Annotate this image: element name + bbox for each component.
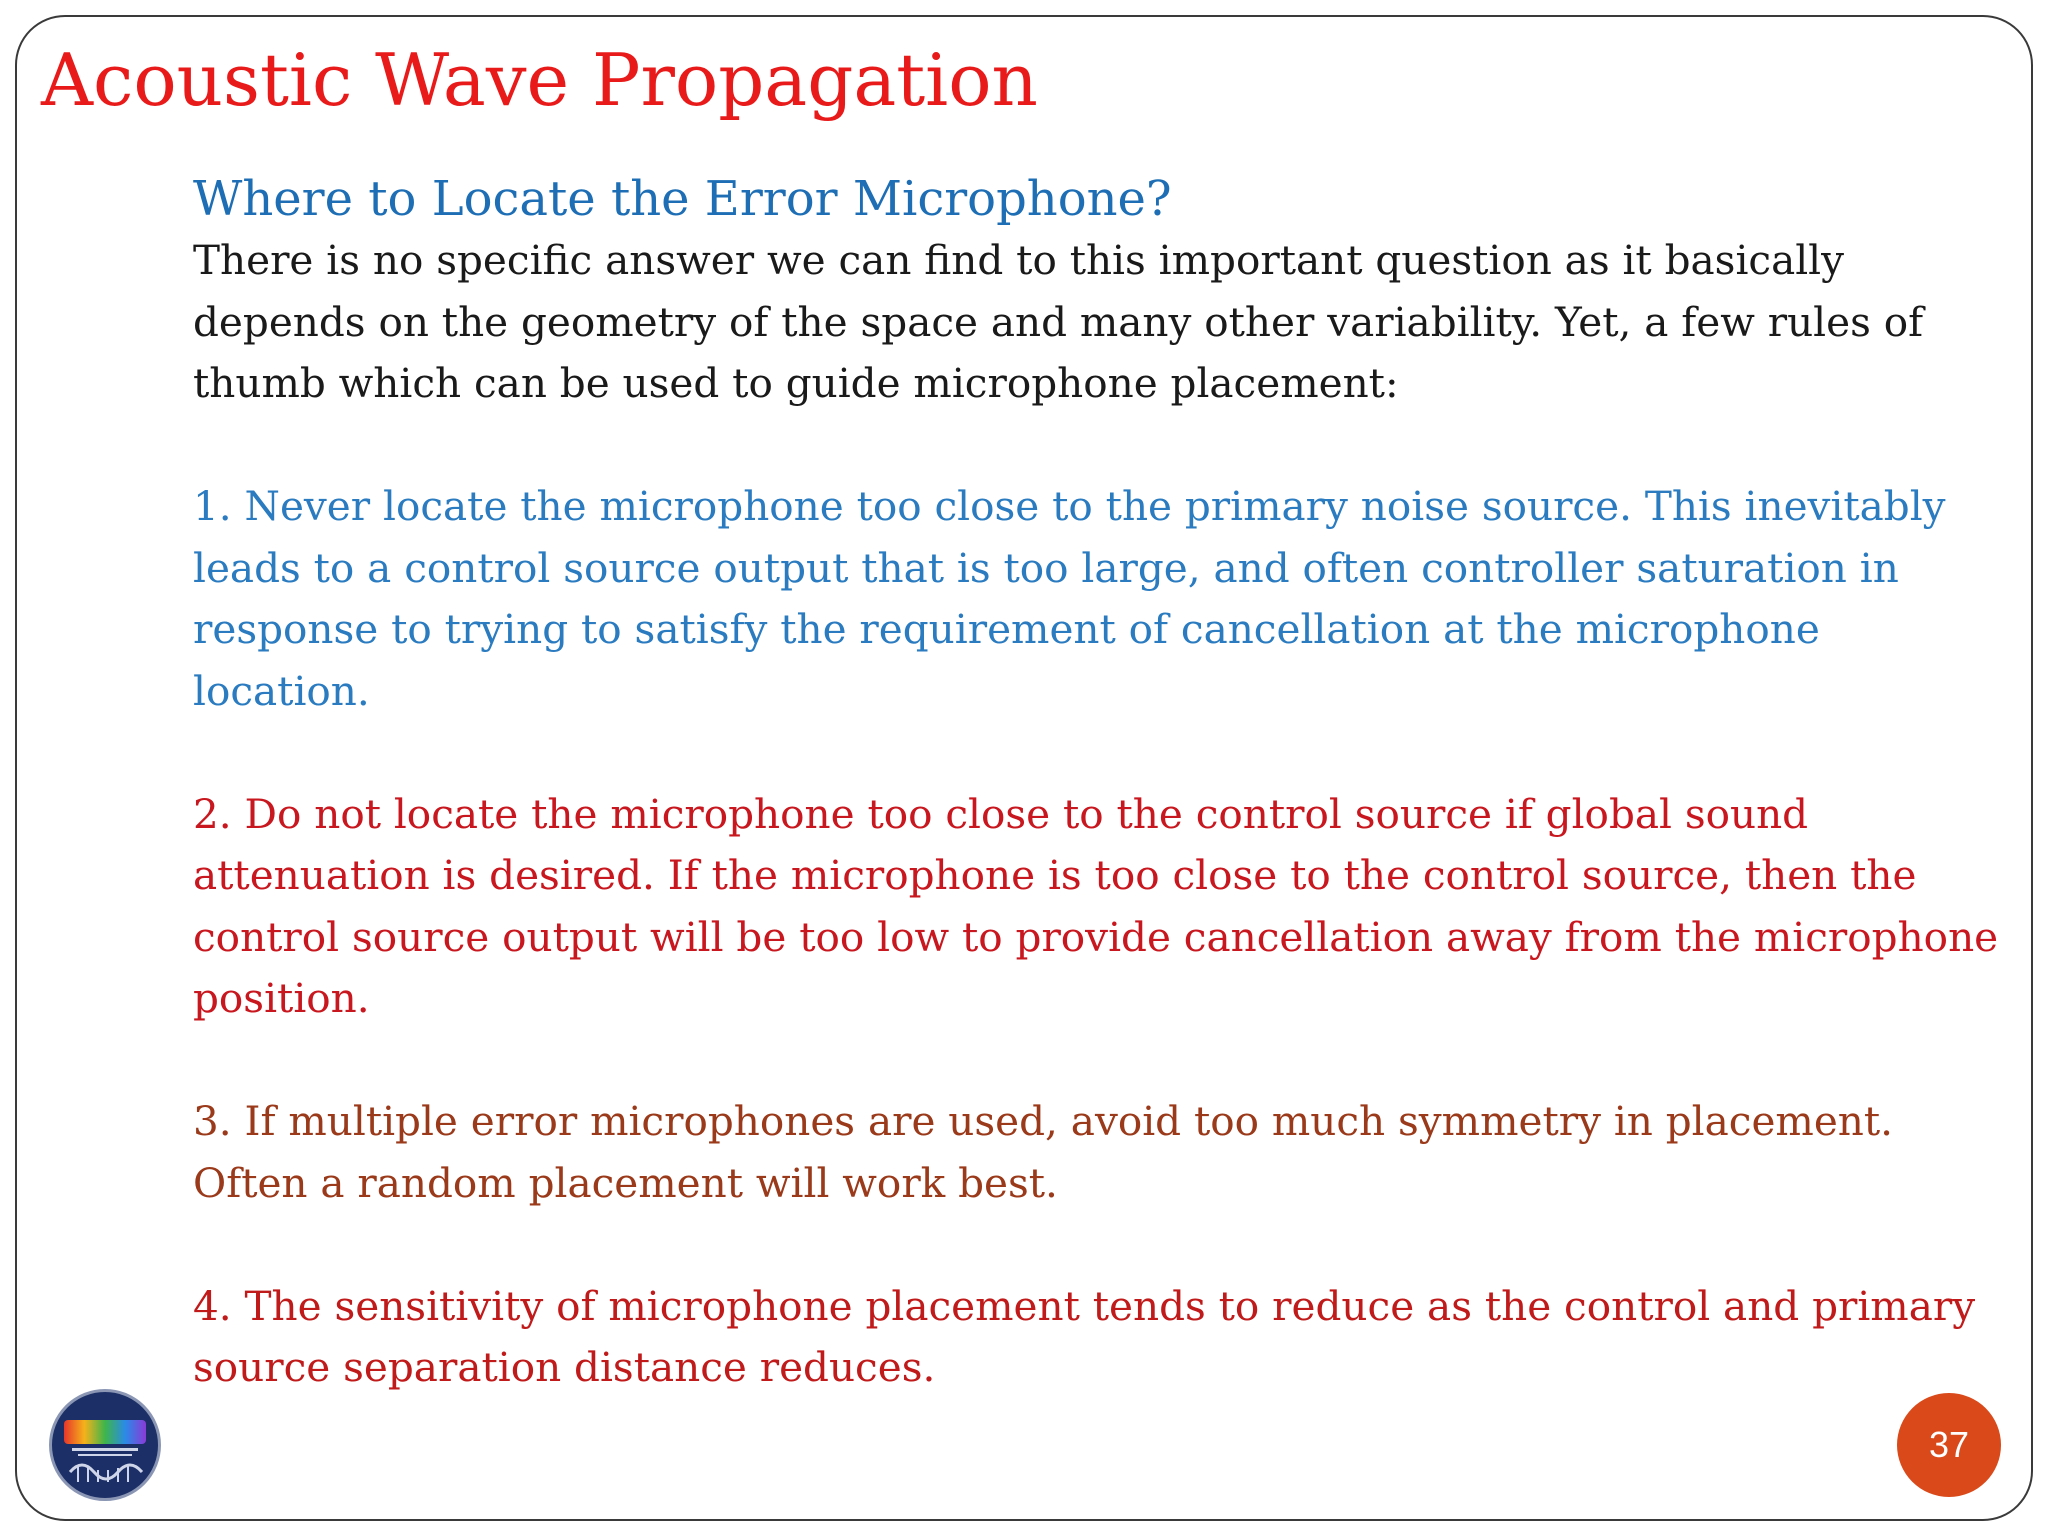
slide-title: Acoustic Wave Propagation	[41, 38, 1038, 122]
rule-3: 3. If multiple error microphones are used, avoid too much symmetry in placement. Often a random placement will work best.	[193, 1097, 1894, 1207]
rule-2: 2. Do not locate the microphone too close to the control source if global sound attenuation is desired. If the microphone is too close to the control source, then the control source output will be too low to provide cancellation away from the microphone position.	[193, 789, 1999, 1022]
intro-paragraph: There is no specific answer we can find to this important question as it basically depends on the geometry of the space and many other variability. Yet, a few rules of thumb which can be used to guide microphone placement:	[193, 236, 1924, 407]
rule-1: 1. Never locate the microphone too close to the primary noise source. This inevitably leads to a control source output that is too large, and often controller saturation in response to trying to satisfy the requirement of cancellation at the microphone location.	[193, 482, 1946, 715]
apsipa-logo-graphic	[52, 1392, 158, 1498]
rule-4: 4. The sensitivity of microphone placement tends to reduce as the control and primary source separation distance reduces.	[193, 1281, 1976, 1391]
page-number-badge	[1897, 1393, 2001, 1497]
slide-content	[193, 169, 2003, 1399]
page-number: 37	[1928, 1424, 1970, 1465]
slide	[15, 15, 2033, 1521]
subheading: Where to Locate the Error Microphone?	[193, 171, 1172, 227]
apsipa-logo-icon	[49, 1389, 161, 1501]
